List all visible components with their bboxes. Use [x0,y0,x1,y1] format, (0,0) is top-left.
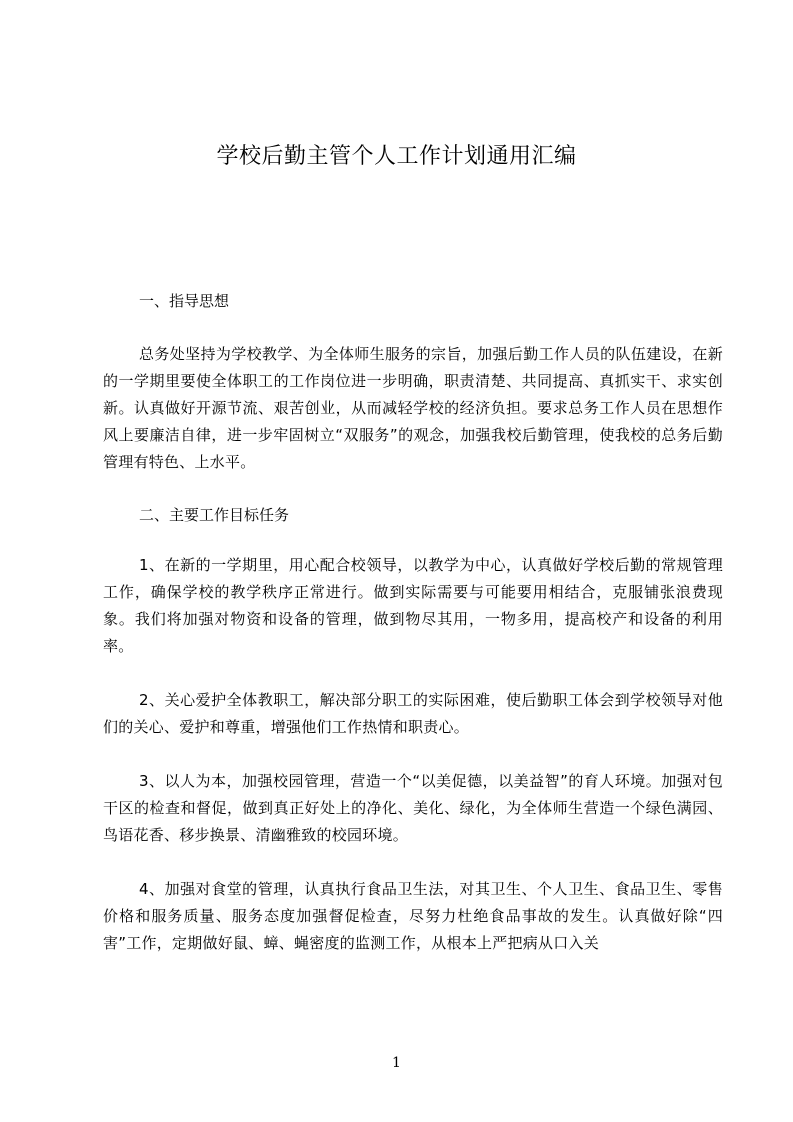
section-heading-guiding-principles: 一、指导思想 [139,292,230,310]
document-title: 学校后勤主管个人工作计划通用汇编 [216,144,577,169]
paragraph-task-1: 1、在新的一学期里，用心配合校领导，以教学为中心，认真做好学校后勤的常规管理工作，确保学校的教学秩序正常进行。做到实际需要与可能要用相结合，克服铺张浪费现象。我们将加强对物资和设备的管理，做到物尽其用，一物多用，提高校产和设备的利用率。 [103,556,723,655]
page-number: 1 [392,1055,401,1071]
section-heading-main-tasks: 二、主要工作目标任务 [139,506,290,524]
paragraph-task-3: 3、以人为本，加强校园管理，营造一个“以美促德，以美益智”的育人环境。加强对包干区的检查和督促，做到真正好处上的净化、美化、绿化，为全体师生营造一个绿色满园、鸟语花香、移步换景、清幽雅致的校园环境。 [103,772,723,844]
paragraph-task-2: 2、关心爱护全体教职工，解决部分职工的实际困难，使后勤职工体会到学校领导对他们的关心、爱护和尊重，增强他们工作热情和职责心。 [103,691,723,736]
paragraph-guiding-principles: 总务处坚持为学校教学、为全体师生服务的宗旨，加强后勤工作人员的队伍建设，在新的一学期里要使全体职工的工作岗位进一步明确，职责清楚、共同提高、真抓实干、求实创新。认真做好开源节流、艰苦创业，从而减轻学校的经济负担。要求总务工作人员在思想作风上要廉洁自律，进一步牢固树立“双服务”的观念，加强我校后勤管理，使我校的总务后勤管理有特色、上水平。 [103,345,723,471]
paragraph-task-4: 4、加强对食堂的管理，认真执行食品卫生法，对其卫生、个人卫生、食品卫生、零售价格和服务质量、服务态度加强督促检查，尽努力杜绝食品事故的发生。认真做好除“四害”工作，定期做好鼠、蟑、蝇密度的监测工作，从根本上严把病从口入关 [103,880,723,952]
